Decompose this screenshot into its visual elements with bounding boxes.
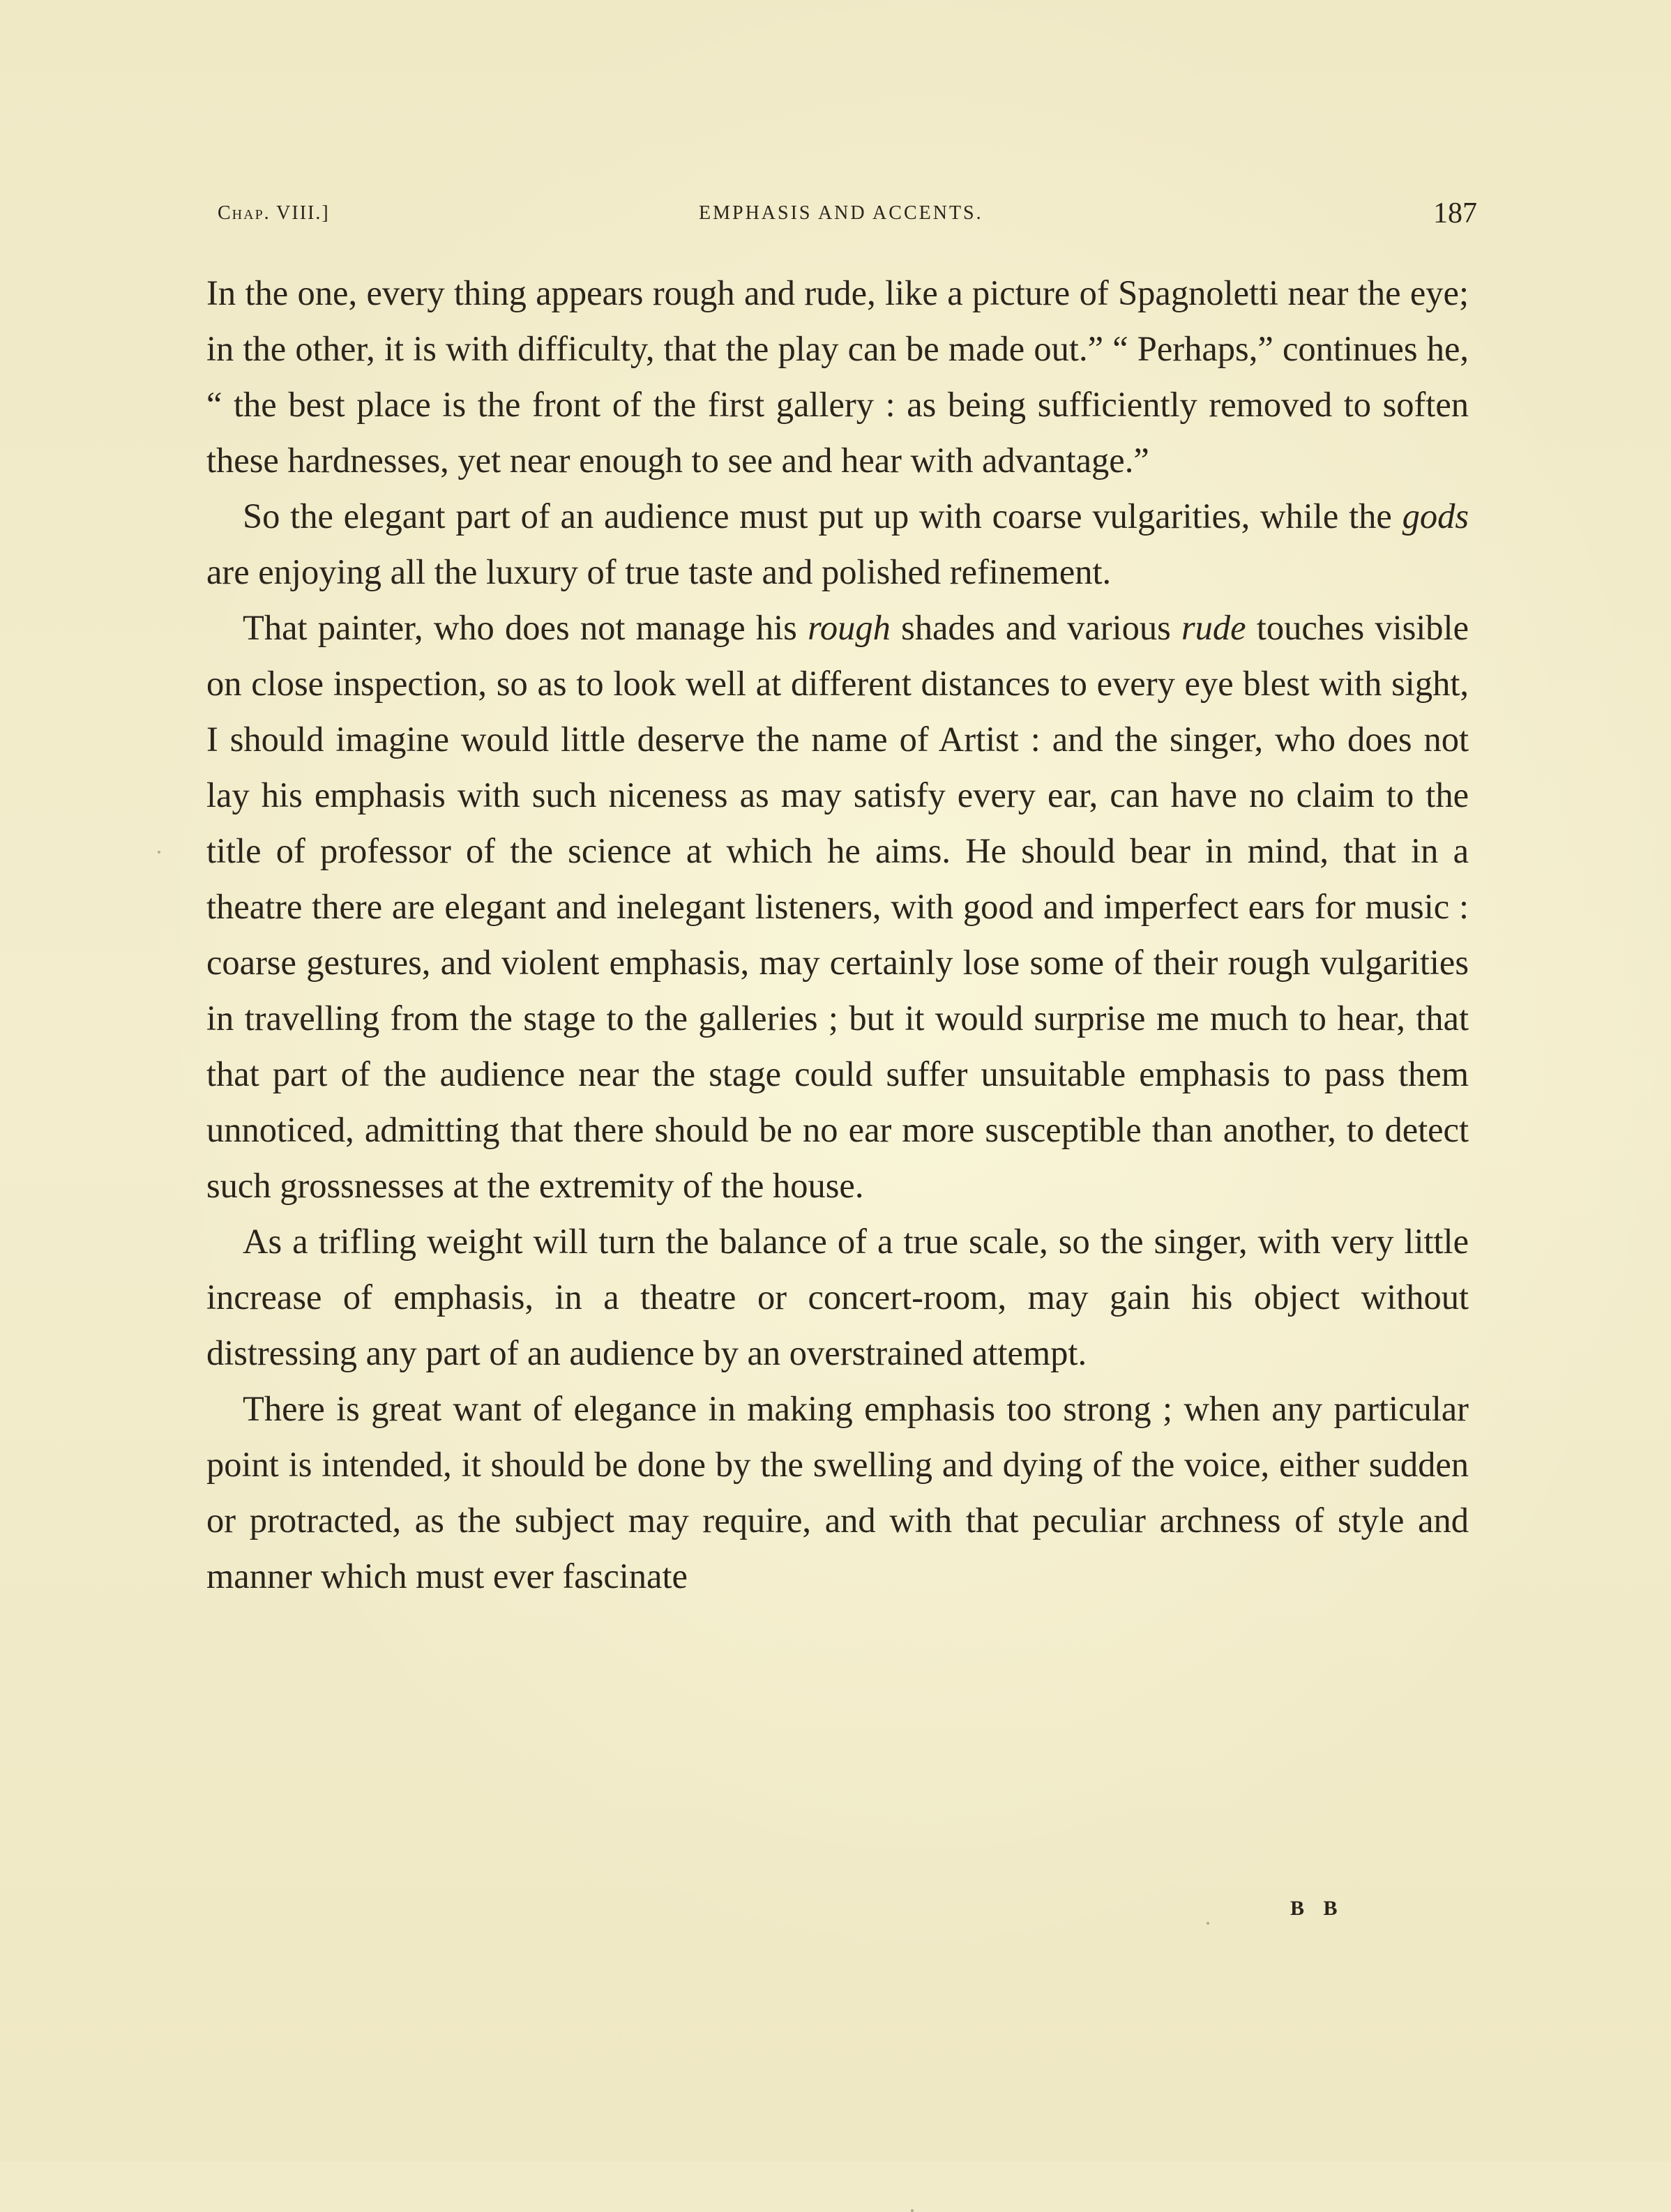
italic-word: rough (808, 608, 891, 647)
paper-speck (911, 2209, 914, 2212)
paper-speck (1207, 1922, 1209, 1925)
paragraph (206, 265, 1469, 488)
text-run: As a trifling weight will turn the balance of a true scale, so the singer, with very little increase of emphasis, in a theatre or concert-room, may gain his object without distressing any part of an audience by an overstrained attempt. (206, 1222, 1469, 1372)
paragraph (206, 488, 1469, 600)
running-header (218, 197, 1477, 238)
text-run: In the one, every thing appears rough and rude, like a picture of Spagnoletti near the eye; in the other, it is with difficulty, that the play can be made out.” “ Perhaps,” continues he, “ the best place is the front of the first gallery : as being sufficiently removed to soften these hardnesses, yet near enough to see and hear with advantage.” (206, 273, 1469, 480)
text-run: touches visible on close inspection, so as to look well at different distances to every eye blest with sight, I should imagine would little deserve the name of Artist : and the singer, who does not lay his emphasis with such niceness as may satisfy every ear, can have no claim to the title of professor of the science at which he aims. He should bear in mind, that in a theatre there are elegant and inelegant listeners, with good and imperfect ears for music : coarse gestures, and violent emphasis, may certainly lose some of their rough vulgarities in travelling from the stage to the galleries ; but it would surprise me much to hear, that that part of the audience near the stage could suffer unsuitable emphasis to pass them unnoticed, admitting that there should be no ear more susceptible than another, to detect such grossnesses at the extremity of the house. (206, 608, 1469, 1205)
paper-speck (158, 851, 160, 854)
text-run: There is great want of elegance in making emphasis too strong ; when any particular point is intended, it should be done by the swelling and dying of the voice, either sudden or protracted, as the subject may require, and with that peculiar archness of style and manner which must ever fascinate (206, 1389, 1469, 1596)
signature-mark: B B (1290, 1897, 1345, 1920)
paragraph (206, 1213, 1469, 1381)
page-number: 187 (1433, 197, 1477, 229)
running-title: EMPHASIS AND ACCENTS. (699, 202, 983, 224)
paragraph (206, 600, 1469, 1213)
text-run: are enjoying all the luxury of true taste and polished refinement. (206, 552, 1112, 591)
text-run: So the elegant part of an audience must put up with coarse vulgarities, while the (243, 497, 1402, 536)
text-run: shades and various (890, 608, 1182, 647)
body-text (206, 265, 1469, 1604)
paragraph (206, 1381, 1469, 1604)
chapter-label: Chap. VIII.] (218, 202, 330, 224)
text-run: That painter, who does not manage his (243, 608, 808, 647)
italic-word: rude (1181, 608, 1246, 647)
italic-word: gods (1402, 497, 1469, 536)
